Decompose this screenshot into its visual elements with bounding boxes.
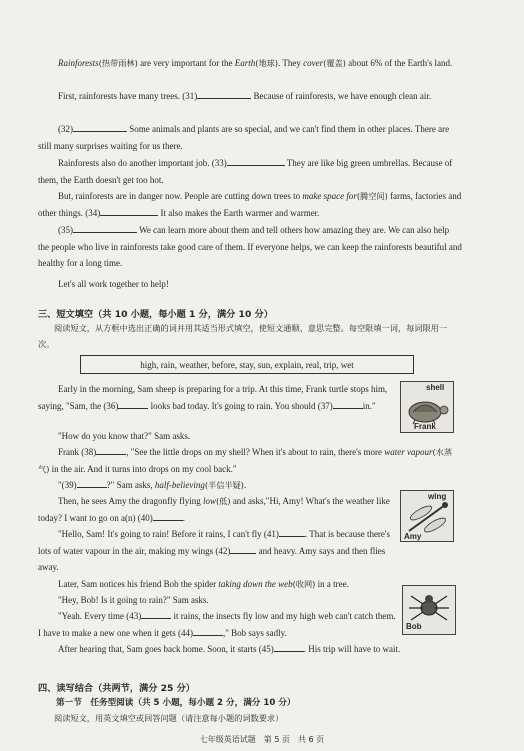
word-box: high, rain, weather, before, stay, sun, explain, real, trip, wet [80,355,414,374]
paragraph-intro: Rainforests(热带雨林) are very important for the Earth(地球). They cover(覆盖) about 6% of the Earth's land. [58,58,453,68]
story-p8: "Hey, Bob! Is it going to rain?" Sam asks. [58,595,209,605]
story-p9: "Yeah. Every time (43) it rains, the insects fly low and my high web can't catch them. I have to make a new one when it gets (44) ," Bob says sadly. [38,611,396,638]
blank-33[interactable] [227,156,285,166]
blank-38[interactable] [96,445,126,455]
story-p3: Frank (38) , "See the little drops on my shell? When it's about to rain, there's more water vapour(水蒸气) in the air. And it turns into drops on my cool back." [38,447,453,474]
story-p4: "(39) ?" Sam asks, half-believing(半信半疑). [58,480,247,490]
frank-label: Frank [414,422,436,431]
paragraph-35: (35) We can learn more about them and tell others how amazing they are. We can also help the people who live in rainforests take good care of them. If everyone helps, we can keep the rainforests beautiful and healthy for a long time. [38,225,462,268]
blank-32[interactable] [73,122,127,132]
paragraph-33: Rainforests also do another important job. (33) They are like big green umbrellas. Because of them, the Earth doesn't get too hot. [38,158,453,185]
story-p5: Then, he sees Amy the dragonfly flying low(低) and asks,"Hi, Amy! What's the weather like today? I want to go on a(n) (40) . [38,496,390,523]
section-3-heading: 三、短文填空（共 10 小题，每小题 1 分，满分 10 分） [38,309,273,320]
blank-44[interactable] [193,626,223,636]
story-p2: "How do you know that?" Sam asks. [58,431,191,441]
blank-34[interactable] [100,206,158,216]
wing-label: wing [428,492,447,501]
section-4-heading: 四、读写结合（共两节，满分 25 分） [38,683,195,694]
amy-label: Amy [404,532,422,541]
blank-43[interactable] [141,609,171,619]
blank-40[interactable] [153,511,183,521]
section-4-instruction: 阅读短文，用英文填空或回答问题（请注意每小题的词数要求） [54,713,284,723]
blank-39[interactable] [77,478,107,488]
blank-36[interactable] [118,399,148,409]
page-footer: 七年级英语试题 第 5 页 共 6 页 [199,735,325,744]
section-4-subheading: 第一节 任务型阅读（共 5 小题，每小题 2 分，满分 10 分） [56,698,296,708]
bob-label: Bob [406,622,422,631]
blank-42[interactable] [230,544,256,554]
blank-35[interactable] [73,223,137,233]
paragraph-31: First, rainforests have many trees. (31) Because of rainforests, we have enough clean air. [58,91,432,101]
paragraph-closing: Let's all work together to help! [58,279,169,289]
blank-31[interactable] [197,89,251,99]
shell-label: shell [426,383,445,392]
story-p1: Early in the morning, Sam sheep is preparing for a trip. At this time, Frank turtle stops him, saying, "Sam, the (36) looks bad today. It's going to rain. You should (37) in." [38,384,388,411]
paragraph-34: But, rainforests are in danger now. People are cutting down trees to make space for(腾空间) farms, factories and other things. (34) It also makes the Earth warmer and warmer. [38,191,462,218]
story-p7: Later, Sam notices his friend Bob the spider taking down the web(收网) in a tree. [58,579,349,589]
story-p10: After hearing that, Sam goes back home. Soon, it starts (45) . His trip will have to wait. [58,644,401,654]
section-3-instruction: 阅读短文，从方框中选出正确的词并用其适当形式填空，使短文通顺、意思完整。每空限填一词，每词限用一次。 [38,323,448,349]
blank-41[interactable] [279,527,305,537]
blank-37[interactable] [333,399,363,409]
paragraph-32: (32) Some animals and plants are so special, and we can't find them in other places. There are still many surprises waiting for us there. [38,124,450,151]
blank-45[interactable] [274,642,304,652]
story-p6: "Hello, Sam! It's going to rain! Before it rains, I can't fly (41) . That is because there's lots of water vapour in the air, making my wings (42) and heavy. Amy says and then flies away. [38,529,391,572]
